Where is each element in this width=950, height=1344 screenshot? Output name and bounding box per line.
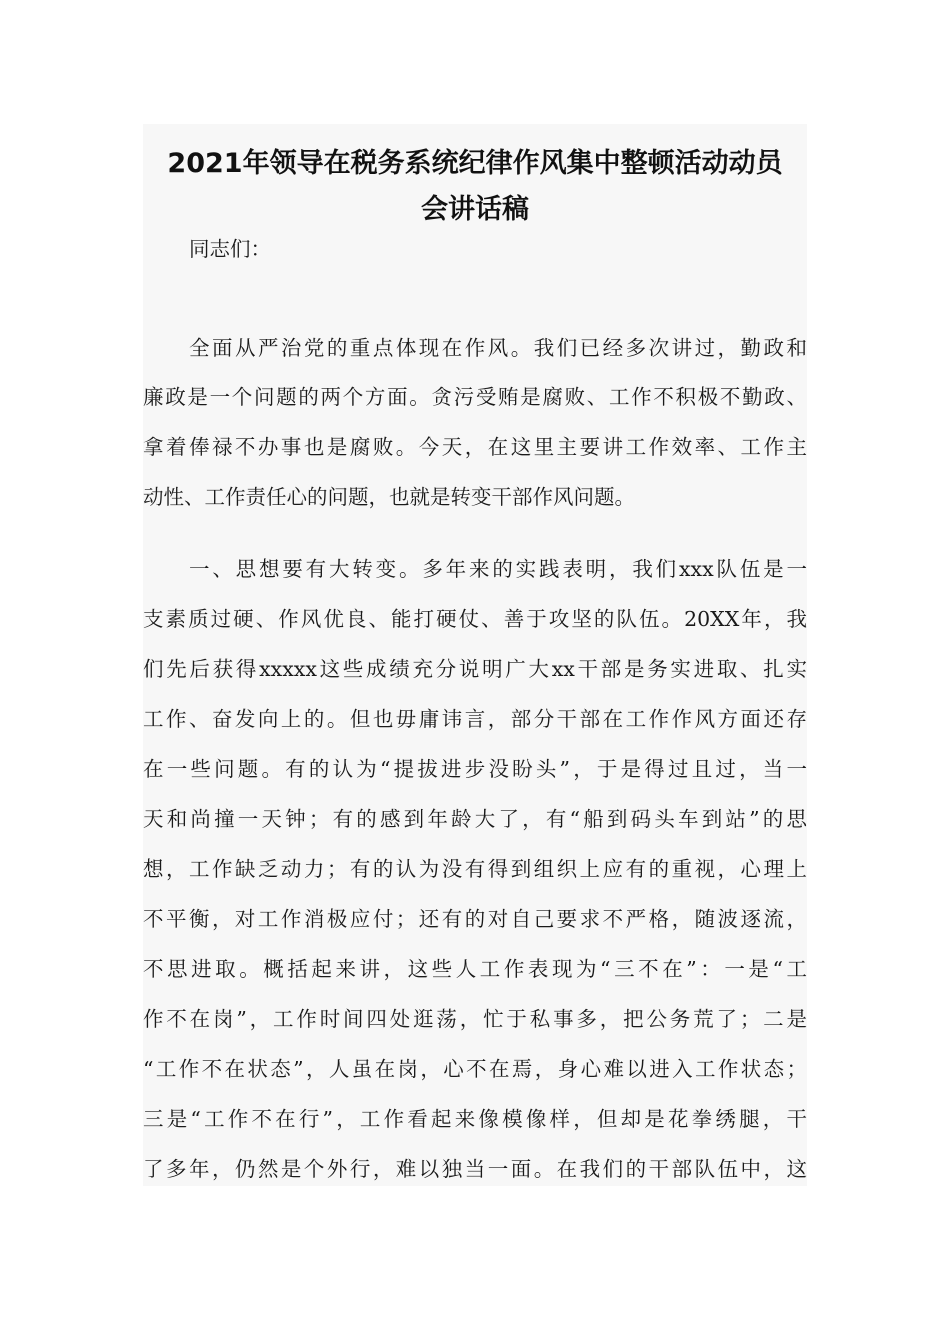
- salutation: 同志们：: [189, 237, 271, 261]
- paragraph-1-line-1: 全面从严治党的重点体现在作风。我们已经多次讲过，勤政和: [189, 336, 807, 360]
- paragraph-2-line-6: 天和尚撞一天钟；有的感到年龄大了，有“船到码头车到站”的思: [143, 807, 807, 831]
- paragraph-2-line-9: 不思进取。概括起来讲，这些人工作表现为“三不在”：一是“工: [143, 957, 807, 981]
- document-title-line-1: 2021年领导在税务系统纪律作风集中整顿活动动员: [167, 148, 783, 179]
- paragraph-2-line-7: 想，工作缺乏动力；有的认为没有得到组织上应有的重视，心理上: [143, 857, 807, 881]
- paragraph-1-line-4: 动性、工作责任心的问题，也就是转变干部作风问题。: [143, 485, 635, 509]
- paragraph-2-line-3: 们先后获得xxxxx这些成绩充分说明广大xx干部是务实进取、扎实: [143, 657, 807, 681]
- paragraph-2-line-10: 作不在岗”，工作时间四处逛荡，忙于私事多，把公务荒了；二是: [143, 1007, 807, 1031]
- paragraph-2-line-13: 了多年，仍然是个外行，难以独当一面。在我们的干部队伍中，这: [143, 1157, 807, 1181]
- paragraph-2-line-12: 三是“工作不在行”，工作看起来像模像样，但却是花拳绣腿，干: [143, 1107, 807, 1131]
- paragraph-2-line-2: 支素质过硬、作风优良、能打硬仗、善于攻坚的队伍。20XX年，我: [143, 607, 807, 631]
- paragraph-2-line-1: 一、思想要有大转变。多年来的实践表明，我们xxx队伍是一: [189, 557, 807, 581]
- document-title-line-2: 会讲话稿: [421, 194, 529, 225]
- paragraph-2-line-4: 工作、奋发向上的。但也毋庸讳言，部分干部在工作作风方面还存: [143, 707, 807, 731]
- paragraph-1-line-2: 廉政是一个问题的两个方面。贪污受贿是腐败、工作不积极不勤政、: [143, 385, 807, 409]
- paragraph-2-line-8: 不平衡，对工作消极应付；还有的对自己要求不严格，随波逐流，: [143, 907, 807, 931]
- paragraph-2-line-11: “工作不在状态”，人虽在岗，心不在焉，身心难以进入工作状态；: [143, 1057, 807, 1081]
- paragraph-2-line-5: 在一些问题。有的认为“提拔进步没盼头”，于是得过且过，当一: [143, 757, 807, 781]
- document-page: [143, 124, 807, 1186]
- paragraph-1-line-3: 拿着俸禄不办事也是腐败。今天，在这里主要讲工作效率、工作主: [143, 435, 807, 459]
